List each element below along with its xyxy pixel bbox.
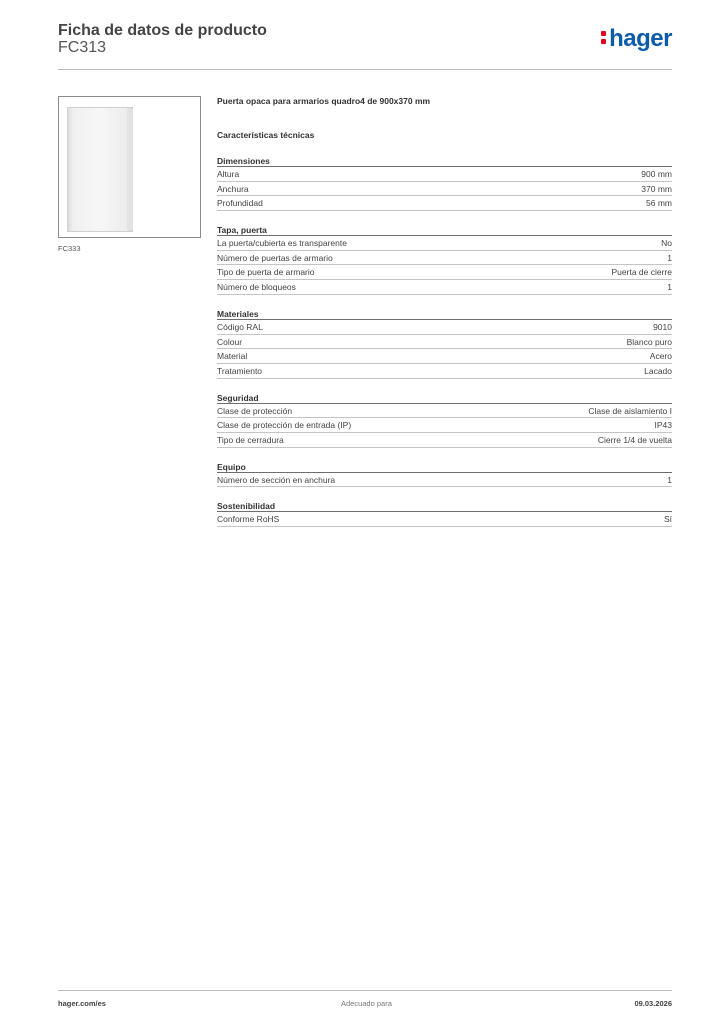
section-title: Sostenibilidad bbox=[217, 500, 672, 512]
spec-value: 9010 bbox=[653, 321, 672, 332]
spec-row bbox=[217, 167, 672, 182]
spec-section bbox=[217, 224, 672, 295]
spec-section bbox=[217, 308, 672, 379]
section-title: Tapa, puerta bbox=[217, 224, 672, 236]
spec-label: Conforme RoHS bbox=[217, 514, 280, 525]
product-image bbox=[58, 96, 201, 238]
spec-value: No bbox=[661, 238, 672, 249]
spec-row bbox=[217, 280, 672, 295]
spec-label: Número de sección en anchura bbox=[217, 474, 336, 485]
spec-label: Número de bloqueos bbox=[217, 282, 296, 293]
product-description: Puerta opaca para armarios quadro4 de 900x370 mm bbox=[217, 96, 431, 106]
spec-label: Altura bbox=[217, 169, 240, 179]
spec-row bbox=[217, 473, 672, 488]
logo-dots-icon bbox=[601, 31, 607, 45]
spec-value: 1 bbox=[667, 282, 672, 293]
spec-value: Clase de aislamiento I bbox=[588, 405, 672, 416]
spec-label: Tratamiento bbox=[217, 365, 263, 376]
spec-value: 56 mm bbox=[646, 198, 672, 209]
spec-value: 900 mm bbox=[641, 169, 672, 179]
spec-value: 370 mm bbox=[641, 183, 672, 194]
spec-row bbox=[217, 349, 672, 364]
spec-label: La puerta/cubierta es transparente bbox=[217, 238, 347, 249]
product-code: FC313 bbox=[58, 39, 107, 56]
section-title: Dimensiones bbox=[217, 155, 672, 167]
spec-label: Tipo de cerradura bbox=[217, 434, 284, 445]
spec-value: Blanco puro bbox=[626, 336, 672, 347]
spec-value: 1 bbox=[667, 474, 672, 485]
spec-label: Colour bbox=[217, 336, 243, 347]
spec-section bbox=[217, 500, 672, 527]
spec-row bbox=[217, 236, 672, 251]
spec-row bbox=[217, 251, 672, 266]
spec-label: Tipo de puerta de armario bbox=[217, 267, 315, 278]
document-title: Ficha de datos de producto bbox=[58, 22, 267, 39]
spec-label: Material bbox=[217, 351, 248, 362]
hager-logo bbox=[601, 27, 672, 51]
spec-value: 1 bbox=[667, 252, 672, 263]
spec-label: Clase de protección bbox=[217, 405, 293, 416]
page-footer bbox=[58, 990, 672, 1010]
spec-row bbox=[217, 418, 672, 433]
spec-row bbox=[217, 320, 672, 335]
spec-value: Acero bbox=[649, 351, 672, 362]
spec-section bbox=[217, 392, 672, 448]
spec-row bbox=[217, 196, 672, 211]
spec-value: Lacado bbox=[644, 365, 672, 376]
spec-section bbox=[217, 461, 672, 488]
spec-label: Profundidad bbox=[217, 198, 263, 209]
spec-label: Anchura bbox=[217, 183, 249, 194]
spec-row bbox=[217, 335, 672, 350]
spec-row bbox=[217, 182, 672, 197]
spec-row bbox=[217, 512, 672, 527]
section-title: Equipo bbox=[217, 461, 672, 473]
section-title: Materiales bbox=[217, 308, 672, 320]
page-header bbox=[58, 20, 672, 70]
door-panel-illustration bbox=[67, 107, 133, 232]
spec-row bbox=[217, 433, 672, 448]
spec-row bbox=[217, 364, 672, 379]
spec-value: Cierre 1/4 de vuelta bbox=[597, 434, 672, 445]
spec-label: Número de puertas de armario bbox=[217, 252, 333, 263]
image-caption: FC333 bbox=[58, 244, 81, 253]
specs-title: Características técnicas bbox=[217, 130, 315, 140]
footer-date: 09.03.2026 bbox=[634, 999, 672, 1008]
spec-label: Clase de protección de entrada (IP) bbox=[217, 420, 352, 431]
spec-sections bbox=[217, 155, 672, 527]
spec-section bbox=[217, 155, 672, 211]
spec-row bbox=[217, 265, 672, 280]
door-edge-illustration bbox=[127, 109, 133, 230]
spec-label: Código RAL bbox=[217, 321, 263, 332]
product-content bbox=[217, 96, 672, 527]
spec-value: Sí bbox=[663, 514, 672, 525]
section-title: Seguridad bbox=[217, 392, 672, 404]
spec-row bbox=[217, 404, 672, 419]
spec-value: IP43 bbox=[654, 420, 672, 431]
logo-text: hager bbox=[609, 25, 672, 52]
footer-center-text: Adecuado para bbox=[341, 999, 392, 1008]
footer-website: hager.com/es bbox=[58, 999, 106, 1008]
spec-value: Puerta de cierre bbox=[611, 267, 672, 278]
